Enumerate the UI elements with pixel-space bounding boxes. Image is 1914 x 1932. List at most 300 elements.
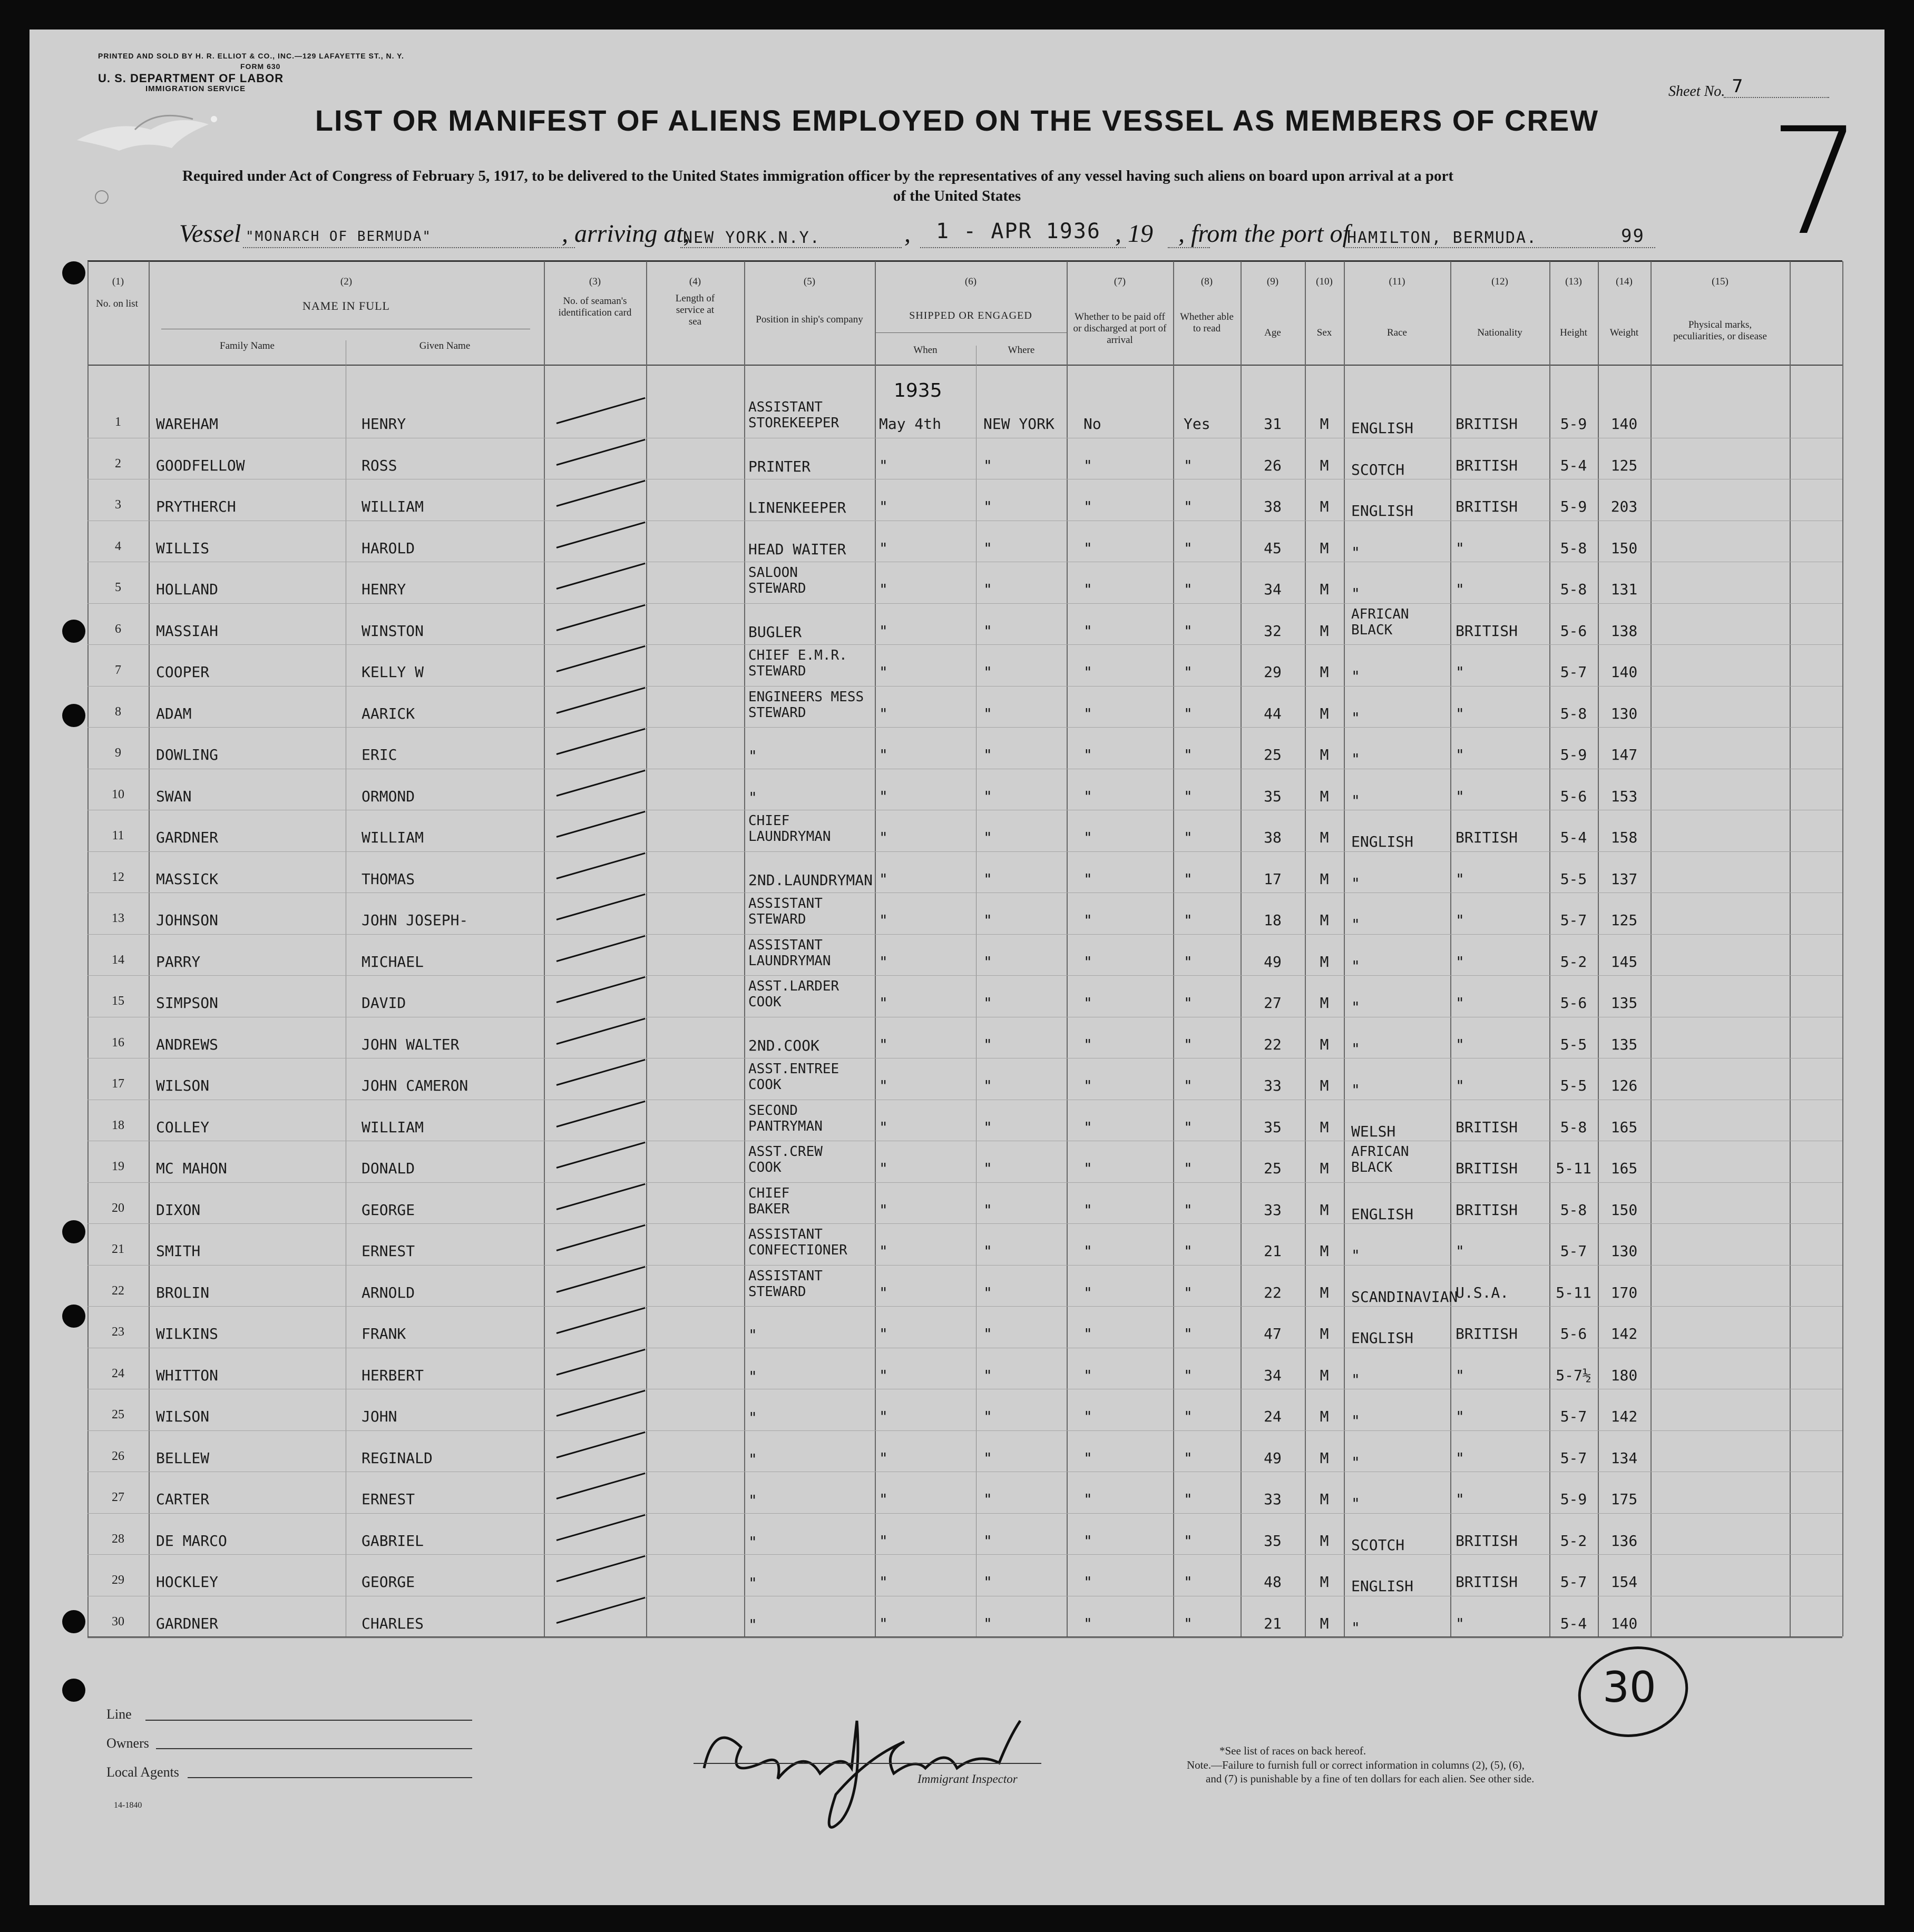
cell-sex: M <box>1320 1242 1329 1260</box>
cell-paid: " <box>1083 539 1092 557</box>
cell-weight: 142 <box>1610 1408 1638 1425</box>
binder-hole <box>62 704 85 727</box>
cell-position: ASSISTANT STEWARD <box>748 896 823 927</box>
cell-nat: " <box>1456 953 1464 970</box>
cell-given: WILLIAM <box>362 498 424 515</box>
id-card-slash-mark <box>556 1059 646 1086</box>
year-note: 1935 <box>894 380 942 401</box>
cell-race: " <box>1351 543 1360 561</box>
id-card-slash-mark <box>556 1555 646 1582</box>
cell-family: DE MARCO <box>156 1532 227 1549</box>
cell-position: " <box>748 747 757 764</box>
cell-height: 5-5 <box>1560 870 1587 888</box>
cell-age: 27 <box>1264 994 1282 1012</box>
cell-given: DAVID <box>362 994 406 1012</box>
cell-family: MASSICK <box>156 870 219 888</box>
cell-age: 21 <box>1264 1242 1282 1260</box>
cell-race: " <box>1351 1453 1360 1471</box>
cell-family: PRYTHERCH <box>156 498 236 515</box>
cell-position: " <box>748 1574 757 1592</box>
cell-family: WILSON <box>156 1408 210 1425</box>
id-card-slash-mark <box>556 1514 646 1541</box>
cell-height: 5-9 <box>1560 415 1587 433</box>
cell-family: WILSON <box>156 1077 210 1094</box>
cell-read: " <box>1184 1242 1193 1260</box>
cell-paid: " <box>1083 787 1092 805</box>
cell-read: " <box>1184 663 1193 681</box>
cell-read: " <box>1184 704 1193 722</box>
cell-nat: " <box>1456 1035 1464 1053</box>
cell-weight: 137 <box>1610 870 1638 888</box>
cell-where: NEW YORK <box>983 415 1054 433</box>
cell-nat: " <box>1456 1077 1464 1094</box>
cell-read: " <box>1184 953 1193 970</box>
cell-sex: M <box>1320 1490 1329 1508</box>
cell-no: 6 <box>115 622 121 636</box>
form-code: 14-1840 <box>114 1801 142 1810</box>
line-label: Line <box>106 1707 132 1722</box>
cell-family: DIXON <box>156 1201 201 1219</box>
cell-sex: M <box>1320 1408 1329 1425</box>
cell-read: " <box>1184 1408 1193 1425</box>
cell-family: DOWLING <box>156 746 219 763</box>
cell-weight: 175 <box>1610 1490 1638 1508</box>
cell-when: " <box>879 911 888 929</box>
cell-height: 5-2 <box>1560 953 1587 970</box>
cell-where: " <box>983 870 992 888</box>
cell-paid: " <box>1083 953 1092 970</box>
cell-age: 49 <box>1264 953 1282 970</box>
cell-family: CARTER <box>156 1490 210 1508</box>
cell-position: CHIEF LAUNDRYMAN <box>748 813 831 845</box>
cell-no: 30 <box>112 1614 124 1629</box>
cell-where: " <box>983 1283 992 1301</box>
cell-sex: M <box>1320 953 1329 970</box>
owners-label: Owners <box>106 1735 149 1751</box>
cell-paid: " <box>1083 994 1092 1012</box>
cell-nat: BRITISH <box>1456 1118 1518 1136</box>
cell-given: FRANK <box>362 1325 406 1342</box>
cell-age: 45 <box>1264 539 1282 557</box>
cell-no: 27 <box>112 1490 124 1504</box>
cell-where: " <box>983 1077 992 1094</box>
cell-where: " <box>983 539 992 557</box>
cell-position: " <box>748 788 757 806</box>
cell-when: " <box>879 456 888 474</box>
cell-paid: " <box>1083 911 1092 929</box>
col-12-number: (12) <box>1491 276 1508 287</box>
id-card-slash-mark <box>556 1266 646 1292</box>
id-card-slash-mark <box>556 1100 646 1127</box>
cell-given: THOMAS <box>362 870 415 888</box>
cell-read: " <box>1184 1366 1193 1384</box>
cell-where: " <box>983 746 992 763</box>
cell-when: " <box>879 953 888 970</box>
cell-height: 5-7 <box>1560 911 1587 929</box>
cell-weight: 158 <box>1610 829 1638 846</box>
cell-where: " <box>983 1614 992 1632</box>
cell-race: ENGLISH <box>1351 833 1414 850</box>
departure-port: HAMILTON, BERMUDA. <box>1347 229 1538 247</box>
cell-weight: 140 <box>1610 663 1638 681</box>
cell-age: 29 <box>1264 663 1282 681</box>
cell-no: 4 <box>115 539 121 553</box>
cell-weight: 165 <box>1610 1160 1638 1177</box>
id-card-slash-mark <box>556 438 646 465</box>
cell-paid: " <box>1083 829 1092 846</box>
cell-height: 5-6 <box>1560 787 1587 805</box>
cell-race: ENGLISH <box>1351 419 1414 437</box>
cell-read: " <box>1184 1573 1193 1591</box>
cell-when: " <box>879 1035 888 1053</box>
cell-race: " <box>1351 750 1360 768</box>
cell-when: " <box>879 994 888 1012</box>
id-card-slash-mark <box>556 852 646 879</box>
cell-read: " <box>1184 994 1193 1012</box>
cell-race: " <box>1351 874 1360 892</box>
cell-nat: " <box>1456 994 1464 1012</box>
row-rule <box>87 1554 1842 1555</box>
id-card-slash-mark <box>556 1224 646 1251</box>
cell-read: " <box>1184 622 1193 640</box>
cell-weight: 140 <box>1610 415 1638 433</box>
col-header-paid-off: Whether to be paid off or discharged at port of arrival <box>1073 311 1167 346</box>
cell-given: WILLIAM <box>362 829 424 846</box>
cell-race: AFRICAN BLACK <box>1351 606 1409 638</box>
cell-position: SALOON STEWARD <box>748 565 806 596</box>
cell-paid: " <box>1083 498 1092 515</box>
cell-sex: M <box>1320 1118 1329 1136</box>
vessel-label: Vessel <box>179 220 241 248</box>
cell-age: 33 <box>1264 1490 1282 1508</box>
cell-sex: M <box>1320 1077 1329 1094</box>
cell-sex: M <box>1320 1201 1329 1219</box>
binder-hole <box>62 261 85 285</box>
cell-height: 5-8 <box>1560 581 1587 598</box>
cell-given: DONALD <box>362 1160 415 1177</box>
id-card-slash-mark <box>556 1596 646 1623</box>
cell-weight: 170 <box>1610 1283 1638 1301</box>
cell-position: ASST.CREW COOK <box>748 1144 823 1175</box>
id-card-slash-mark <box>556 480 646 507</box>
fine-note-2: and (7) is punishable by a fine of ten dollars for each alien. See other side. <box>1206 1772 1535 1785</box>
cell-age: 21 <box>1264 1614 1282 1632</box>
cell-no: 17 <box>112 1077 124 1091</box>
cell-weight: 135 <box>1610 1035 1638 1053</box>
arrival-port: NEW YORK.N.Y. <box>683 229 821 247</box>
cell-sex: M <box>1320 704 1329 722</box>
cell-race: " <box>1351 1247 1360 1264</box>
cell-age: 24 <box>1264 1408 1282 1425</box>
cell-when: " <box>879 1077 888 1094</box>
cell-sex: M <box>1320 1325 1329 1342</box>
cell-position: ASSISTANT STOREKEEPER <box>748 399 839 431</box>
cell-nat: BRITISH <box>1456 1532 1518 1549</box>
cell-given: GABRIEL <box>362 1532 424 1549</box>
cell-paid: " <box>1083 1449 1092 1467</box>
col-header-age: Age <box>1264 327 1281 338</box>
cell-paid: " <box>1083 1573 1092 1591</box>
cell-height: 5-8 <box>1560 1118 1587 1136</box>
cell-no: 28 <box>112 1532 124 1546</box>
cell-nat: " <box>1456 1614 1464 1632</box>
cell-family: ADAM <box>156 704 192 722</box>
cell-nat: " <box>1456 787 1464 805</box>
cell-family: ANDREWS <box>156 1035 219 1053</box>
cell-when: " <box>879 663 888 681</box>
col-header-height: Height <box>1560 327 1587 338</box>
col-header-able-to-read: Whether able to read <box>1180 311 1234 334</box>
cell-where: " <box>983 663 992 681</box>
row-rule <box>87 644 1842 645</box>
cell-weight: 147 <box>1610 746 1638 763</box>
cell-no: 16 <box>112 1035 124 1050</box>
cell-race: SCOTCH <box>1351 1536 1405 1554</box>
form-number: FORM 630 <box>240 62 281 71</box>
cell-age: 22 <box>1264 1283 1282 1301</box>
cell-when: " <box>879 1490 888 1508</box>
cell-read: " <box>1184 1325 1193 1342</box>
cell-where: " <box>983 1573 992 1591</box>
cell-given: ROSS <box>362 456 397 474</box>
cell-given: ERNEST <box>362 1490 415 1508</box>
cell-given: WILLIAM <box>362 1118 424 1136</box>
binder-hole <box>62 1679 85 1702</box>
cell-paid: No <box>1083 415 1101 433</box>
cell-no: 20 <box>112 1201 124 1215</box>
cell-height: 5-9 <box>1560 498 1587 515</box>
cell-position: " <box>748 1533 757 1551</box>
row-rule <box>87 727 1842 728</box>
cell-height: 5-5 <box>1560 1077 1587 1094</box>
cell-when: " <box>879 829 888 846</box>
cell-height: 5-4 <box>1560 1614 1587 1632</box>
cell-paid: " <box>1083 456 1092 474</box>
cell-nat: BRITISH <box>1456 1160 1518 1177</box>
cell-nat: " <box>1456 746 1464 763</box>
cell-race: ENGLISH <box>1351 1205 1414 1223</box>
cell-position: ASSISTANT LAUNDRYMAN <box>748 937 831 969</box>
cell-no: 12 <box>112 870 124 884</box>
cell-weight: 150 <box>1610 539 1638 557</box>
cell-read: " <box>1184 1077 1193 1094</box>
cell-given: JOHN WALTER <box>362 1035 460 1053</box>
col-header-shipped-or-engaged: SHIPPED OR ENGAGED <box>909 310 1032 321</box>
cell-sex: M <box>1320 1449 1329 1467</box>
cell-nat: " <box>1456 581 1464 598</box>
cell-height: 5-11 <box>1556 1160 1591 1177</box>
cell-given: HERBERT <box>362 1366 424 1384</box>
cell-sex: M <box>1320 1160 1329 1177</box>
cell-height: 5-4 <box>1560 829 1587 846</box>
cell-when: " <box>879 622 888 640</box>
cell-nat: " <box>1456 870 1464 888</box>
col-2-number: (2) <box>340 276 353 287</box>
cell-where: " <box>983 953 992 970</box>
cell-no: 22 <box>112 1283 124 1298</box>
cell-weight: 135 <box>1610 994 1638 1012</box>
races-note: *See list of races on back hereof. <box>1219 1744 1366 1757</box>
cell-when: " <box>879 1118 888 1136</box>
cell-sex: M <box>1320 746 1329 763</box>
cell-no: 8 <box>115 704 121 719</box>
cell-read: " <box>1184 829 1193 846</box>
cell-height: 5-9 <box>1560 1490 1587 1508</box>
cell-no: 25 <box>112 1408 124 1421</box>
cell-paid: " <box>1083 581 1092 598</box>
cell-age: 31 <box>1264 415 1282 433</box>
cell-sex: M <box>1320 539 1329 557</box>
cell-position: ASSISTANT CONFECTIONER <box>748 1227 847 1258</box>
cell-when: " <box>879 787 888 805</box>
id-card-slash-mark <box>556 687 646 713</box>
year-label: , 19 <box>1115 220 1153 248</box>
cell-where: " <box>983 456 992 474</box>
cell-given: REGINALD <box>362 1449 433 1467</box>
cell-given: HENRY <box>362 415 406 433</box>
col-header-given-name: Given Name <box>419 340 471 351</box>
cell-race: " <box>1351 709 1360 727</box>
cell-nat: " <box>1456 663 1464 681</box>
cell-given: JOHN CAMERON <box>362 1077 468 1094</box>
cell-paid: " <box>1083 1325 1092 1342</box>
cell-paid: " <box>1083 1160 1092 1177</box>
cell-where: " <box>983 1325 992 1342</box>
cell-read: " <box>1184 1035 1193 1053</box>
cell-race: " <box>1351 1370 1360 1388</box>
cell-family: COLLEY <box>156 1118 210 1136</box>
arrival-date-stamp: 1 - APR 1936 <box>936 219 1101 243</box>
cell-weight: 130 <box>1610 704 1638 722</box>
cell-position: SECOND PANTRYMAN <box>748 1102 823 1134</box>
col-header-sex: Sex <box>1316 327 1332 338</box>
cell-where: " <box>983 787 992 805</box>
cell-age: 34 <box>1264 581 1282 598</box>
cell-given: CHARLES <box>362 1614 424 1632</box>
col-header-physical-marks: Physical marks, peculiarities, or disease <box>1673 319 1767 342</box>
cell-paid: " <box>1083 1242 1092 1260</box>
cell-family: GARDNER <box>156 1614 219 1632</box>
cell-paid: " <box>1083 1283 1092 1301</box>
cell-paid: " <box>1083 1201 1092 1219</box>
col-7-number: (7) <box>1114 276 1126 287</box>
cell-height: 5-7 <box>1560 1573 1587 1591</box>
id-card-slash-mark <box>556 894 646 920</box>
cell-age: 32 <box>1264 622 1282 640</box>
cell-given: GEORGE <box>362 1573 415 1591</box>
row-rule <box>87 934 1842 935</box>
cell-when: " <box>879 1366 888 1384</box>
id-card-slash-mark <box>556 1390 646 1417</box>
cell-read: " <box>1184 1283 1193 1301</box>
col-header-race: Race <box>1387 327 1407 338</box>
cell-position: ASSISTANT STEWARD <box>748 1268 823 1300</box>
cell-when: " <box>879 746 888 763</box>
cell-no: 5 <box>115 581 121 594</box>
cell-when: " <box>879 870 888 888</box>
col-5-number: (5) <box>803 276 816 287</box>
cell-nat: BRITISH <box>1456 1325 1518 1342</box>
cell-where: " <box>983 829 992 846</box>
cell-where: " <box>983 498 992 515</box>
manifest-sheet: PRINTED AND SOLD BY H. R. ELLIOT & CO., INC.—129 LAFAYETTE ST., N. Y. FORM 630 U. S. DEPARTMENT OF LABOR IMMIGRATION SERVICE Sheet No. 7 7 LIST OR MANIFEST OF ALIENS EMPLOYED ON THE VESSEL AS MEMBERS OF CREW Required under Act of Congress of February 5, 1917, to be delivered to the United States immigration officer by the representatives of any vessel having such aliens on board upon arrival at a port of the United States Vessel "MONARCH OF BERMUDA" , arriving at, NEW YORK.N.Y. , 1 - APR 1936 , 19 , from the port of HAMILTON, BERMUDA. 99 (1) No. on list (2) NAME IN FULL Family Name Given Name (3) No. of seaman's identification card (4) Length of service at sea (5) Position in ship's company (6) SHIPPED OR ENGAGED When Where (7) Whether to be paid off or discharged at port of arrival (8) Whether able to read (9) Age (10) Sex (11) Race (12) Nationality (13) Height (14) Weight (15) Physical marks, peculiarities, or disease 1 WAREHAM HENRY ASSISTANT STOREKEEPER May 4th NEW YORK No Yes 31 M ENGLISH BRITISH 5-9 140 2 GOODFELLOW ROSS PRINTER " " " " 26 M SCOTCH BRITISH 5-4 125 3 PRYTHERCH WILLIAM LINENKEEPER " " " " 38 M ENGLISH BRITISH 5-9 203 4 WILLIS HAROLD HEAD WAITER " " " " 45 M " " 5-8 150 5 HOLLAND HENRY SALOON STEWARD " " " " 34 M " " 5-8 131 6 MASSIAH WINSTON BUGLER " " " " 32 M AFRICAN BLACK BRITISH 5-6 138 7 COOPER KELLY W CHIEF E.M.R. STEWARD " " " " 29 M " " 5-7 140 8 ADAM AARICK ENGINEERS MESS STEWARD " " " " 44 M " " 5-8 130 9 DOWLING ERIC " " " " " 25 M " " 5-9 147 10 SWAN ORMOND " " " " " 35 M " " 5-6 153 11 GARDNER WILLIAM CHIEF LAUNDRYMAN " " " " 38 M ENGLISH BRITISH 5-4 158 12 MASSICK THOMAS 2ND.LAUNDRYMAN " " " " 17 M " " 5-5 137 13 JOHNSON JOHN JOSEPH- ASSISTANT STEWARD " " " " 18 M " " 5-7 125 14 PARRY MICHAEL ASSISTANT LAUNDRYMAN " " " " 49 M " " 5-2 145 15 SIMPSON DAVID ASST.LARDER COOK " " " " 27 M " " 5-6 135 16 ANDREWS JOHN WALTER 2ND.COOK " " " " 22 M " " 5-5 135 17 WILSON JOHN CAMERON ASST.ENTREE COOK " " " " 33 M " " 5-5 126 18 COLLEY WILLIAM SECOND PANTRYMAN " " " " 35 M WELSH BRITISH 5-8 165 19 MC MAHON DONALD ASST.CREW COOK " " " " 25 M AFRICAN BLACK BRITISH 5-11 165 20 DIXON GEORGE CHIEF BAKER " " " " 33 M ENGLISH BRITISH 5-8 150 21 SMITH ERNEST ASSISTANT CONFECTIONER " " " " 21 M " " 5-7 130 22 BROLIN ARNOLD ASSISTANT STEWARD " " " " 22 M SCANDINAVIAN U.S.A. 5-11 170 23 WILKINS FRANK " " " " " 47 M ENGLISH BRITISH 5-6 142 24 WHITTON HERBERT " " " " " 34 M " " 5-7½ 180 25 WILSON JOHN " " " " " 24 M " " 5-7 142 26 BELLEW REGINALD " " " " " 49 M " " 5-7 134 27 CARTER ERNEST " " " " " 33 M " " 5-9 175 28 DE MARCO GABRIEL " " " " " 35 M SCOTCH BRITISH 5-2 136 29 HOCKLEY GEORGE " " " " " 48 M ENGLISH BRITISH 5-7 154 30 GARDNER CHARLES " " " " " 21 M " " 5-4 140 1935 Line Owners Local Agents 14-1840 Immigrant Inspector *See list of races on back hereof. Note.—Failure to furnish full or correct information in columns (2), (5), (6), and (7) is punishable by a fine of ten dollars for each alien. See other side. 30 <box>30 30 1884 1905</box>
cell-where: " <box>983 622 992 640</box>
cell-weight: 125 <box>1610 911 1638 929</box>
cell-read: " <box>1184 1490 1193 1508</box>
cell-family: BELLEW <box>156 1449 210 1467</box>
cell-read: " <box>1184 498 1193 515</box>
cell-family: COOPER <box>156 663 210 681</box>
cell-position: " <box>748 1450 757 1468</box>
cell-when: " <box>879 1614 888 1632</box>
cell-height: 5-6 <box>1560 994 1587 1012</box>
cell-sex: M <box>1320 994 1329 1012</box>
cell-paid: " <box>1083 663 1092 681</box>
cell-nat: BRITISH <box>1456 498 1518 515</box>
row-rule <box>87 1306 1842 1307</box>
id-card-slash-mark <box>556 935 646 962</box>
inspector-label: Immigrant Inspector <box>917 1772 1018 1786</box>
cell-read: " <box>1184 539 1193 557</box>
cell-age: 35 <box>1264 1118 1282 1136</box>
cell-where: " <box>983 1242 992 1260</box>
cell-age: 25 <box>1264 1160 1282 1177</box>
cell-no: 1 <box>115 415 121 429</box>
col-header-when: When <box>913 345 938 356</box>
cell-sex: M <box>1320 1532 1329 1549</box>
cell-age: 18 <box>1264 911 1282 929</box>
fine-note-1: Note.—Failure to furnish full or correct information in columns (2), (5), (6), <box>1187 1759 1525 1771</box>
cell-nat: " <box>1456 911 1464 929</box>
cell-where: " <box>983 1408 992 1425</box>
cell-height: 5-2 <box>1560 1532 1587 1549</box>
cell-read: " <box>1184 1160 1193 1177</box>
cell-nat: BRITISH <box>1456 1201 1518 1219</box>
cell-age: 34 <box>1264 1366 1282 1384</box>
id-card-slash-mark <box>556 728 646 755</box>
cell-no: 13 <box>112 911 124 925</box>
binder-hole <box>62 1220 85 1243</box>
cell-family: WILKINS <box>156 1325 219 1342</box>
cell-read: " <box>1184 1614 1193 1632</box>
cell-family: WHITTON <box>156 1366 219 1384</box>
circled-total: 30 <box>1603 1663 1656 1712</box>
id-card-slash-mark <box>556 1142 646 1169</box>
row-rule <box>87 1513 1842 1514</box>
cell-read: " <box>1184 1118 1193 1136</box>
cell-family: WILLIS <box>156 539 210 557</box>
cell-sex: M <box>1320 456 1329 474</box>
cell-position: ASST.LARDER COOK <box>748 978 839 1010</box>
cell-nat: U.S.A. <box>1456 1283 1509 1301</box>
cell-race: ENGLISH <box>1351 1577 1414 1595</box>
cell-where: " <box>983 1490 992 1508</box>
cell-nat: BRITISH <box>1456 829 1518 846</box>
cell-race: " <box>1351 916 1360 933</box>
cell-age: 35 <box>1264 1532 1282 1549</box>
id-card-slash-mark <box>556 397 646 424</box>
cell-read: " <box>1184 746 1193 763</box>
cell-race: SCANDINAVIAN <box>1351 1288 1458 1306</box>
subtitle-line-2: of the United States <box>893 188 1021 204</box>
cell-where: " <box>983 1160 992 1177</box>
cell-paid: " <box>1083 1614 1092 1632</box>
col-1-number: (1) <box>112 276 124 287</box>
cell-position: PRINTER <box>748 457 811 475</box>
row-rule <box>87 975 1842 976</box>
cell-no: 3 <box>115 498 121 512</box>
cell-given: KELLY W <box>362 663 424 681</box>
